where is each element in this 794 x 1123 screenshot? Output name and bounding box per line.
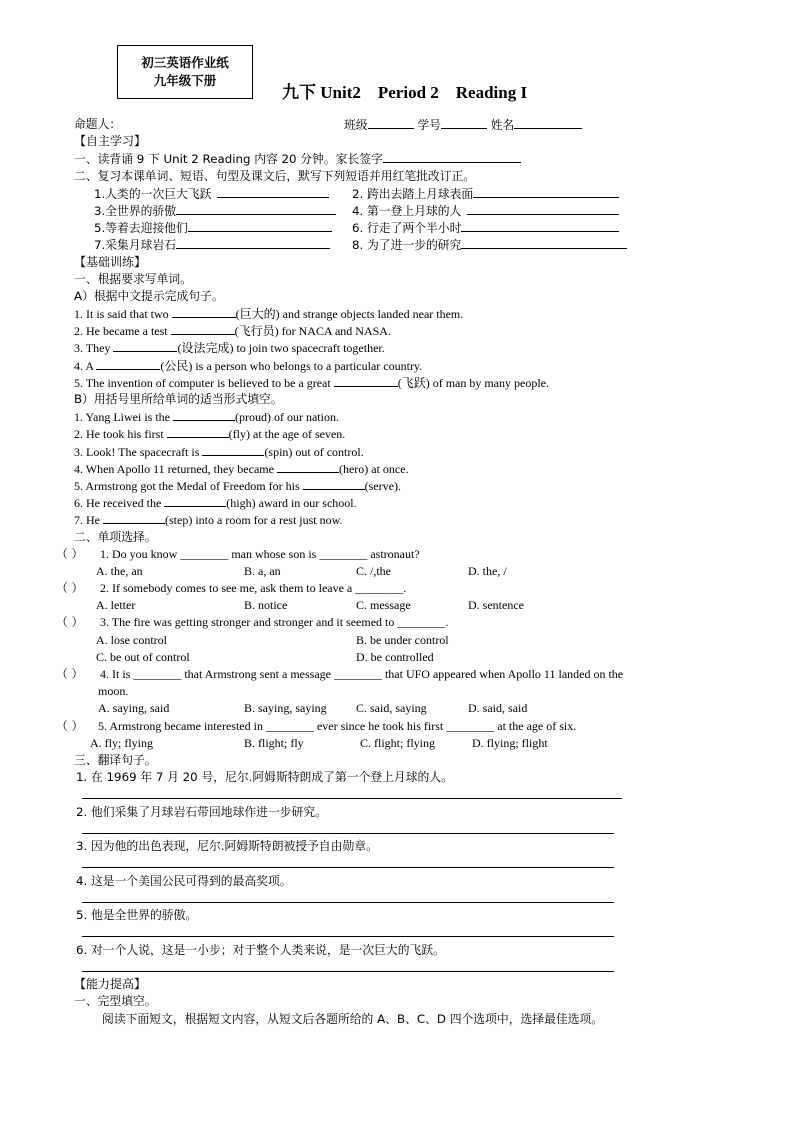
mc-option[interactable]: C. said, saying: [356, 701, 427, 716]
mc-option[interactable]: D. sentence: [468, 598, 524, 613]
answer-blank[interactable]: [303, 477, 365, 490]
class-blank[interactable]: [368, 116, 414, 129]
page-title: 九下 Unit2 Period 2 Reading I: [282, 83, 528, 102]
answer-blank[interactable]: [164, 494, 226, 507]
mc-option[interactable]: B. be under control: [356, 632, 449, 647]
phrase-item: 3.全世界的骄傲: [94, 203, 177, 218]
answer-parenthesis[interactable]: （ ）: [56, 667, 84, 681]
phrase-row: [74, 236, 724, 253]
mc-options: [74, 649, 724, 666]
box-line-2: 九年级下册: [153, 73, 217, 88]
mc-stem: 5. Armstrong became interested in ________ ever since he took his first ________ at the age of six.: [98, 718, 577, 733]
phrase-blank[interactable]: [461, 236, 627, 249]
mc-question: [56, 666, 724, 683]
basic-q2: 二、单项选择。: [74, 529, 157, 544]
answer-parenthesis[interactable]: （ ）: [56, 581, 84, 596]
mc-question: [56, 614, 724, 631]
mc-options: [74, 563, 724, 580]
translation-item: 4. 这是一个美国公民可得到的最高奖项。: [74, 873, 724, 908]
worksheet-content: [56, 116, 724, 1028]
mc-option[interactable]: A. letter: [96, 598, 136, 613]
part-b-item: 1. Yang Liwei is the (proud) of our nation.: [74, 410, 339, 425]
answer-parenthesis[interactable]: （ ）: [56, 718, 84, 733]
part-a-item: 4. A (公民) is a person who belongs to a particular country.: [74, 358, 423, 373]
part-a-label: A）根据中文提示完成句子。: [74, 288, 224, 303]
phrase-row: [74, 219, 724, 236]
number-blank[interactable]: [441, 116, 487, 129]
mc-option[interactable]: A. lose control: [96, 632, 167, 647]
mc-options: [74, 735, 724, 752]
self-study-q1-text: 一、读背诵 9 下 Unit 2 Reading 内容 20 分钟。家长签字: [74, 152, 383, 167]
box-line-1: 初三英语作业纸: [141, 55, 229, 70]
phrase-blank[interactable]: [176, 202, 336, 215]
translation-item: 6. 对一个人说，这是一小步；对于整个人类来说，是一次巨大的飞跃。: [74, 942, 724, 977]
translation-answer-line[interactable]: [82, 833, 614, 834]
mc-stem-continued: moon.: [98, 684, 129, 699]
mc-stem: 4. It is ________ that Armstrong sent a message ________ that UFO appeared when Apollo 11 landed on the: [100, 667, 624, 681]
mc-option[interactable]: C. /,the: [356, 563, 391, 578]
phrase-blank[interactable]: [217, 185, 329, 198]
mc-options: [74, 632, 724, 649]
phrase-item: 2. 跨出去踏上月球表面: [352, 186, 474, 201]
name-blank[interactable]: [514, 116, 582, 129]
mc-question: [56, 718, 724, 735]
phrase-blank[interactable]: [188, 219, 332, 232]
phrase-item: 4. 第一登上月球的人: [352, 203, 462, 218]
mc-stem: 1. Do you know ________ man whose son is ________ astronaut?: [100, 546, 420, 561]
mc-option[interactable]: A. the, an: [96, 563, 143, 578]
part-a-item: 2. He became a test (飞行员) for NACA and NASA.: [74, 324, 391, 339]
mc-option[interactable]: C. message: [356, 598, 411, 613]
ability-q1: 一、完型填空。: [74, 994, 157, 1009]
section-heading-ability: 【能力提高】: [74, 977, 147, 992]
mc-option[interactable]: B. notice: [244, 598, 288, 613]
phrase-item: 7.采集月球岩石: [94, 238, 177, 253]
part-b-label: B）用括号里所给单词的适当形式填空。: [74, 392, 283, 406]
part-b-item: 5. Armstrong got the Medal of Freedom for his (serve).: [74, 478, 401, 493]
phrase-blank[interactable]: [473, 185, 619, 198]
mc-stem: 2. If somebody comes to see me, ask them to leave a ________.: [100, 581, 407, 596]
part-a-item: 3. They (设法完成) to join two spacecraft together.: [74, 341, 385, 356]
number-label: 学号: [417, 118, 441, 132]
mc-option[interactable]: B. flight; fly: [244, 735, 304, 750]
answer-blank[interactable]: [172, 305, 236, 318]
student-fields: [344, 116, 582, 134]
part-b-item: 2. He took his first (fly) at the age of seven.: [74, 427, 346, 442]
part-b-item: 3. Look! The spacecraft is (spin) out of control.: [74, 444, 364, 459]
phrase-row: [74, 202, 724, 219]
phrase-item: 6. 行走了两个半小时: [352, 221, 462, 236]
name-label: 姓名: [490, 118, 515, 132]
phrase-item: 1.人类的一次巨大飞跃: [94, 186, 212, 201]
mc-options: [74, 700, 724, 717]
answer-parenthesis[interactable]: （ ）: [56, 615, 84, 630]
basic-q1: 一、根据要求写单词。: [74, 271, 192, 286]
translation-answer-line[interactable]: [82, 971, 614, 972]
cloze-instruction: 阅读下面短文，根据短文内容，从短文后各题所给的 A、B、C、D 四个选项中，选择最佳选项。: [102, 1011, 604, 1026]
mc-option[interactable]: D. be controlled: [356, 649, 434, 664]
part-b-item: 4. When Apollo 11 returned, they became (hero) at once.: [74, 461, 409, 476]
translation-answer-line[interactable]: [82, 867, 614, 868]
translation-answer-line[interactable]: [82, 936, 614, 937]
answer-blank[interactable]: [173, 408, 235, 421]
mc-option[interactable]: A. fly; flying: [90, 735, 153, 750]
translation-item: 1. 在 1969 年 7 月 20 号，尼尔.阿姆斯特朗成了第一个登上月球的人。: [74, 769, 724, 804]
part-b-item: 6. He received the (high) award in our school.: [74, 496, 357, 511]
mc-question: [56, 546, 724, 563]
mc-question: [56, 580, 724, 597]
mc-stem: 3. The fire was getting stronger and stronger and it seemed to ________.: [100, 615, 449, 630]
mc-option[interactable]: C. flight; flying: [360, 735, 435, 750]
mc-option[interactable]: C. be out of control: [96, 649, 190, 664]
part-a-item: 1. It is said that two (巨大的) and strange objects landed near them.: [74, 307, 464, 322]
answer-blank[interactable]: [277, 460, 339, 473]
phrase-item: 8. 为了进一步的研究: [352, 238, 462, 253]
mc-option[interactable]: D. the, /: [468, 563, 507, 578]
translation-item: 3. 因为他的出色表现，尼尔.阿姆斯特朗被授予自由勋章。: [74, 838, 724, 873]
translation-item: 2. 他们采集了月球岩石带回地球作进一步研究。: [74, 804, 724, 839]
phrase-blank[interactable]: [176, 236, 330, 249]
answer-blank[interactable]: [202, 443, 264, 456]
header-info-row: [74, 116, 724, 133]
part-b-item: 7. He (step) into a room for a rest just now.: [74, 513, 343, 528]
class-label: 班级: [344, 118, 368, 132]
answer-blank[interactable]: [96, 357, 160, 370]
phrase-row: [74, 185, 724, 202]
mc-option[interactable]: D. flying; flight: [472, 735, 548, 750]
answer-blank[interactable]: [334, 374, 398, 387]
basic-q3: 三、翻译句子。: [74, 752, 157, 767]
mc-option[interactable]: B. saying, saying: [244, 701, 327, 716]
answer-blank[interactable]: [103, 511, 165, 524]
mc-option[interactable]: A. saying, said: [98, 701, 170, 716]
self-study-q1: [74, 150, 724, 167]
author-label: 命题人：: [74, 117, 122, 131]
answer-blank[interactable]: [171, 322, 235, 335]
parent-signature-blank[interactable]: [383, 150, 521, 163]
section-heading-basic-training: 【基础训练】: [74, 254, 147, 269]
self-study-q2: 二、复习本课单词、短语、句型及课文后，默写下列短语并用红笔批改订正。: [74, 168, 476, 183]
phrase-blank[interactable]: [467, 202, 619, 215]
answer-blank[interactable]: [167, 425, 229, 438]
answer-blank[interactable]: [113, 339, 177, 352]
phrase-blank[interactable]: [461, 219, 619, 232]
translation-answer-line[interactable]: [82, 902, 614, 903]
translation-item: 5. 他是全世界的骄傲。: [74, 907, 724, 942]
worksheet-label-box: [117, 45, 253, 99]
phrase-item: 5.等着去迎接他们: [94, 221, 188, 236]
mc-option[interactable]: B. a, an: [244, 563, 281, 578]
answer-parenthesis[interactable]: （ ）: [56, 546, 84, 561]
translation-answer-line[interactable]: [82, 798, 622, 799]
section-heading-self-study: 【自主学习】: [74, 134, 147, 149]
mc-options: [74, 597, 724, 614]
part-a-item: 5. The invention of computer is believed to be a great (飞跃) of man by many people.: [74, 375, 549, 390]
mc-option[interactable]: D. said, said: [468, 701, 528, 716]
